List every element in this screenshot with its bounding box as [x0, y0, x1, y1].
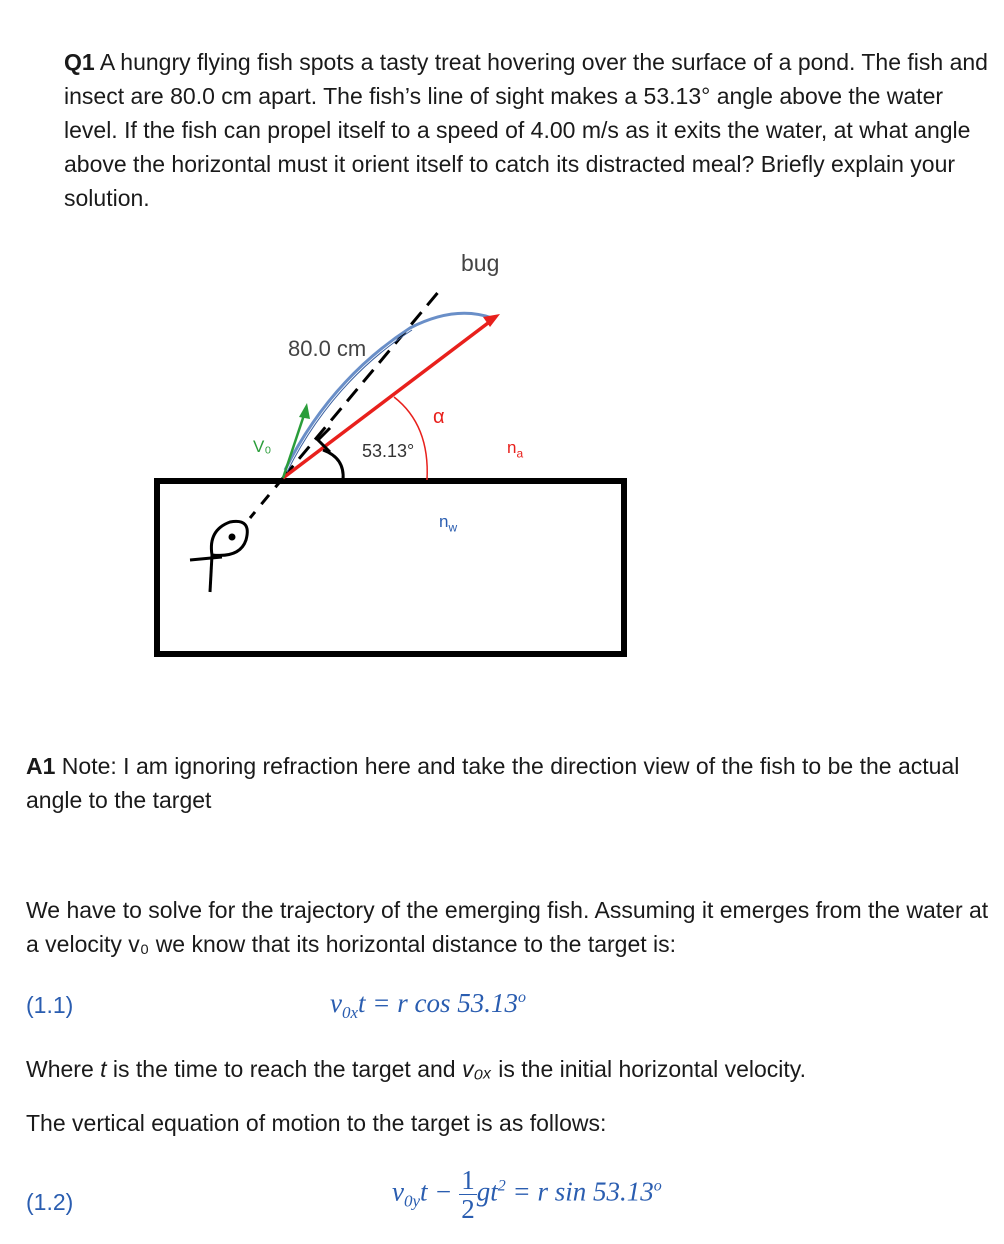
fish-sketch	[190, 521, 247, 592]
alpha-arc	[394, 397, 427, 480]
na-label: $n_a$	[507, 438, 524, 461]
where-text: Where t is the time to reach the target and v₀ₓ is the initial horizontal velocity.	[26, 1056, 806, 1082]
answer-note: A1 Note: I am ignoring refraction here and take the direction view of the fish to be the actual angle to the target	[26, 753, 960, 813]
eq2-number: (1.2)	[26, 1189, 74, 1215]
question-label: Q1	[64, 49, 95, 75]
angle-arc	[323, 450, 343, 480]
v0-label: V₀	[253, 437, 272, 456]
angle-label: 53.13°	[362, 441, 415, 461]
equation-1: $v_{0x}t = r$ cos 53.13$^o$	[330, 988, 527, 1022]
fish-diagram	[0, 230, 1004, 670]
v0-arrow-head	[299, 403, 310, 419]
vertical-text: The vertical equation of motion to the target is as follows:	[26, 1110, 607, 1136]
equation-2: $v_{0y}t$ − $\frac{1}{2}$ $gt^2 = r$ sin 53.13$^o$	[392, 1165, 662, 1224]
answer-label: A1	[26, 753, 56, 779]
answer-paragraph: We have to solve for the trajectory of the emerging fish. Assuming it emerges from the water at a velocity v₀ we know that its horizontal distance to the target is:	[26, 897, 989, 957]
alpha-label: α	[433, 406, 445, 428]
eq1-number: (1.1)	[26, 992, 74, 1018]
distance-label: 80.0 cm	[288, 336, 367, 361]
question-text	[64, 45, 994, 215]
nw-label: $n_w$	[439, 512, 458, 535]
bug-label: bug	[461, 250, 500, 276]
pond-box	[157, 481, 624, 654]
question-body: A hungry flying fish spots a tasty treat hovering over the surface of a pond. The fish and insect are 80.0 cm apart. The fish’s line of sight makes a 53.13° angle above the water level. If the fish can propel itself to a speed of 4.00 m/s as it exits the water, at what angle above the horizontal must it orient itself to catch its distracted meal? Briefly explain your solution.	[64, 49, 988, 211]
